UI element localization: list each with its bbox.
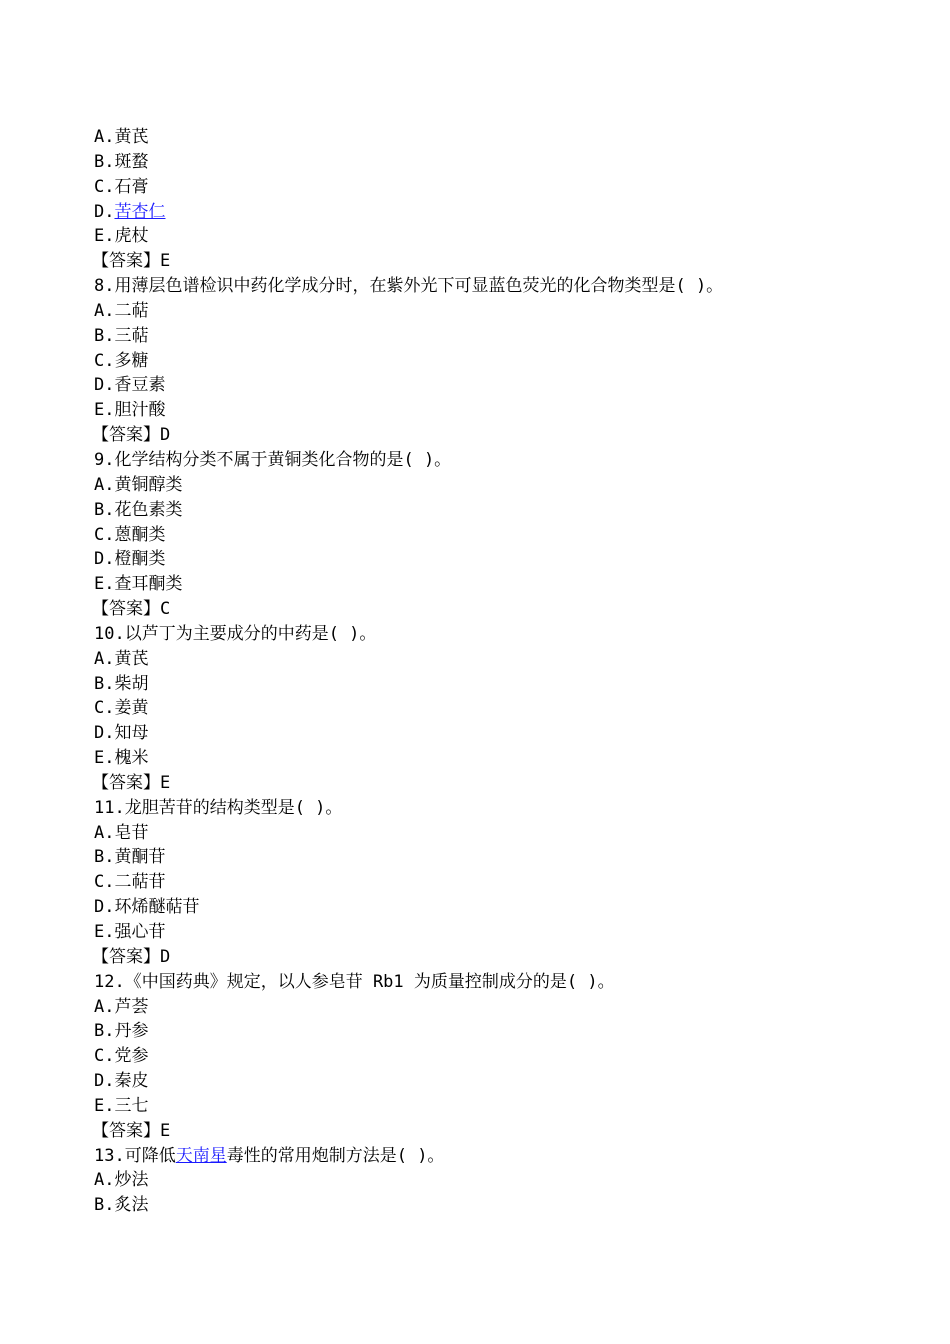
q11-stem: 11.龙胆苦苷的结构类型是( )。	[94, 797, 343, 818]
q11-option-d: D.环烯醚萜苷	[94, 897, 200, 918]
q7-option-b: B.斑蝥	[94, 151, 149, 172]
q12-option-b: B.丹参	[94, 1021, 149, 1042]
document-body	[94, 125, 874, 1218]
q10-option-a: A.黄芪	[94, 648, 149, 669]
q9-option-a: A.黄铜醇类	[94, 474, 183, 495]
q10-option-b: B.柴胡	[94, 673, 149, 694]
q11-option-a: A.皂苷	[94, 822, 149, 843]
q12-option-c: C.党参	[94, 1046, 149, 1067]
q7-option-e: E.虎杖	[94, 226, 149, 247]
q7-option-d	[94, 200, 874, 225]
q12-option-d: D.秦皮	[94, 1071, 149, 1092]
q10-option-c: C.姜黄	[94, 698, 149, 719]
q8-option-c: C.多糖	[94, 350, 149, 371]
q12-option-a: A.芦荟	[94, 996, 149, 1017]
q8-answer: 【答案】D	[92, 425, 171, 446]
q13-option-a: A.炒法	[94, 1170, 149, 1191]
q10-stem: 10.以芦丁为主要成分的中药是( )。	[94, 623, 377, 644]
q13-option-b: B.炙法	[94, 1195, 149, 1216]
q7-option-c: C.石膏	[94, 176, 149, 197]
q13-stem-prefix: 13.可降低	[94, 1145, 176, 1166]
q7-option-d-prefix: D.	[94, 201, 115, 222]
q10-option-d: D.知母	[94, 723, 149, 744]
q12-answer: 【答案】E	[92, 1120, 171, 1141]
q10-option-e: E.槐米	[94, 748, 149, 769]
q8-stem: 8.用薄层色谱检识中药化学成分时，在紫外光下可显蓝色荧光的化合物类型是( )。	[94, 276, 724, 297]
q7-answer: 【答案】E	[92, 251, 171, 272]
q11-option-c: C.二萜苷	[94, 872, 166, 893]
q13-stem-suffix: 毒性的常用炮制方法是( )。	[226, 1145, 445, 1166]
q11-option-b: B.黄酮苷	[94, 847, 166, 868]
q11-answer: 【答案】D	[92, 946, 171, 967]
q13-stem-link[interactable]: 天南星	[175, 1145, 227, 1166]
q9-stem: 9.化学结构分类不属于黄铜类化合物的是( )。	[94, 449, 452, 470]
q11-option-e: E.强心苷	[94, 922, 166, 942]
q9-answer: 【答案】C	[92, 599, 171, 620]
q7-option-a: A.黄芪	[94, 127, 149, 147]
q8-option-d: D.香豆素	[94, 375, 166, 396]
q13-stem	[94, 1144, 874, 1169]
q9-option-c: C.蒽酮类	[94, 524, 166, 545]
q8-option-e: E.胆汁酸	[94, 400, 166, 421]
q12-option-e: E.三七	[94, 1095, 149, 1116]
q9-option-b: B.花色素类	[94, 499, 183, 520]
q9-option-e: E.查耳酮类	[94, 574, 183, 595]
q8-option-a: A.二萜	[94, 300, 149, 321]
q12-stem: 12.《中国药典》规定，以人参皂苷 Rb1 为质量控制成分的是( )。	[94, 971, 615, 992]
q10-answer: 【答案】E	[92, 772, 171, 793]
q7-option-d-link[interactable]: 苦杏仁	[114, 201, 166, 222]
q8-option-b: B.三萜	[94, 325, 149, 346]
q9-option-d: D.橙酮类	[94, 549, 166, 570]
